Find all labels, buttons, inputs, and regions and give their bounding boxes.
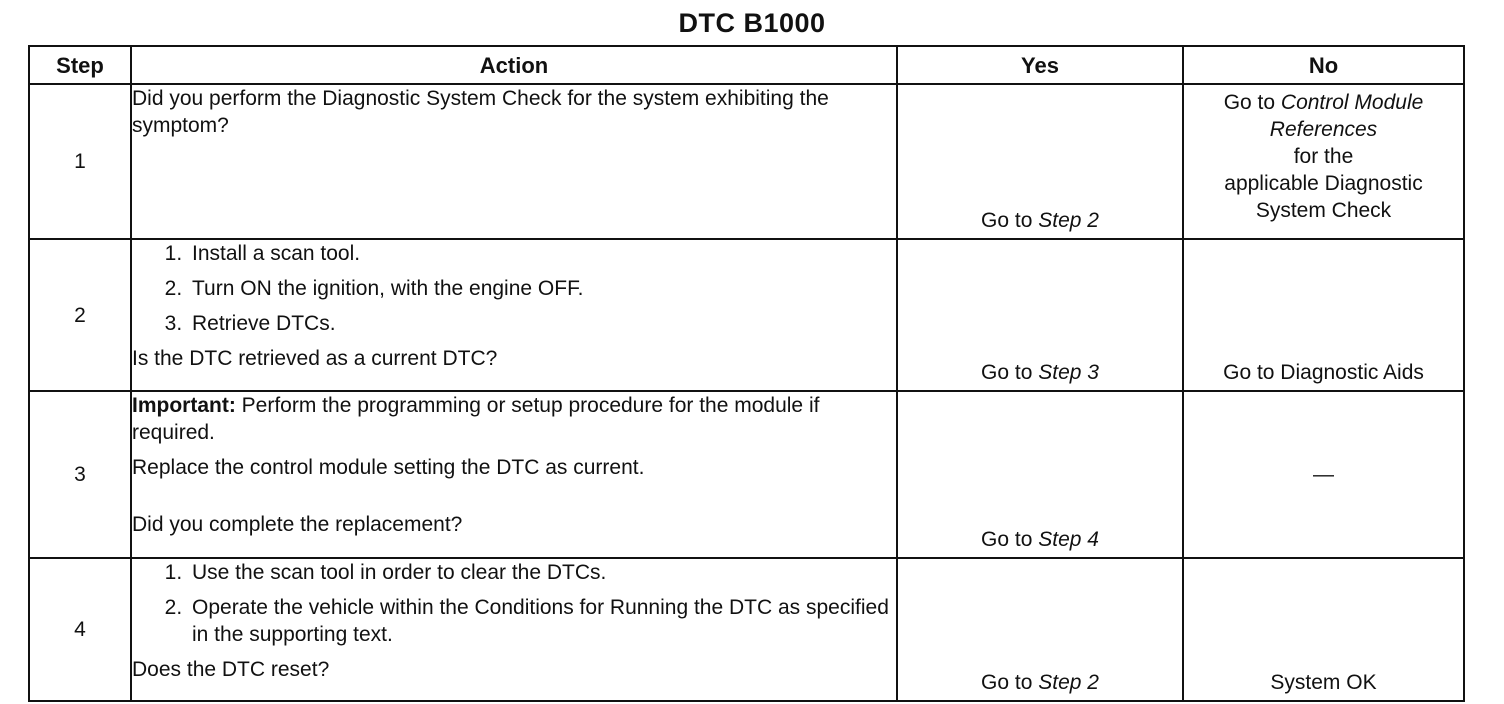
- step-number: 2: [29, 239, 131, 391]
- action-steps-list: [132, 240, 896, 337]
- table-row: [29, 84, 1464, 239]
- table-row: [29, 239, 1464, 391]
- action-step-item: 2. Operate the vehicle within the Conditions for Running the DTC as specified in the supporting text.: [188, 594, 896, 648]
- yes-cell: [897, 239, 1183, 391]
- table-header-row: [29, 46, 1464, 84]
- yes-step-link[interactable]: Step 3: [1038, 361, 1099, 384]
- action-cell: [131, 391, 897, 558]
- no-prefix: Go to: [1223, 91, 1276, 114]
- action-instruction: Replace the control module setting the DTC as current.: [132, 456, 645, 479]
- yes-step-link[interactable]: Step 2: [1038, 671, 1099, 694]
- action-cell: [131, 84, 897, 239]
- action-question: Does the DTC reset?: [132, 658, 330, 681]
- yes-step-link[interactable]: Step 2: [1038, 209, 1099, 232]
- no-text-line: System Check: [1255, 199, 1392, 222]
- yes-prefix: Go to: [981, 671, 1033, 694]
- action-step-item: 1. Use the scan tool in order to clear the DTCs.: [188, 559, 896, 586]
- yes-prefix: Go to: [981, 209, 1033, 232]
- action-cell: [131, 558, 897, 701]
- no-cell: [1183, 84, 1464, 239]
- yes-cell: [897, 391, 1183, 558]
- important-text: Perform the programming or setup procedure for the module if required.: [132, 394, 820, 444]
- action-step-item: 3. Retrieve DTCs.: [188, 310, 896, 337]
- yes-cell: [897, 84, 1183, 239]
- action-steps-list: [132, 559, 896, 648]
- action-question: Did you complete the replacement?: [132, 513, 463, 536]
- action-step-item: 1. Install a scan tool.: [188, 240, 896, 267]
- step-number: 3: [29, 391, 131, 558]
- yes-step-link[interactable]: Step 4: [1038, 528, 1099, 551]
- yes-prefix: Go to: [981, 528, 1033, 551]
- no-text-line: for the: [1293, 145, 1354, 168]
- header-no: No: [1183, 46, 1464, 84]
- no-system-ok: System OK: [1270, 671, 1377, 694]
- no-reference-link-cont[interactable]: References: [1269, 118, 1378, 141]
- page-title: DTC B1000: [678, 8, 826, 38]
- table-row: [29, 391, 1464, 558]
- no-diagnostic-aids-link[interactable]: Go to Diagnostic Aids: [1223, 361, 1424, 384]
- no-cell: [1183, 391, 1464, 558]
- no-reference-link[interactable]: Control Module: [1280, 91, 1424, 114]
- no-text-line: applicable Diagnostic: [1224, 172, 1423, 195]
- no-dash: —: [1313, 463, 1334, 486]
- diagnostic-table: [28, 45, 1465, 702]
- yes-cell: [897, 558, 1183, 701]
- important-label: Important:: [132, 394, 236, 417]
- no-cell: [1183, 239, 1464, 391]
- header-action: Action: [131, 46, 897, 84]
- no-cell: [1183, 558, 1464, 701]
- header-yes: Yes: [897, 46, 1183, 84]
- header-step: Step: [29, 46, 131, 84]
- action-question: Is the DTC retrieved as a current DTC?: [132, 347, 498, 370]
- important-note: [132, 392, 896, 446]
- table-row: [29, 558, 1464, 701]
- action-cell: [131, 239, 897, 391]
- action-step-item: 2. Turn ON the ignition, with the engine OFF.: [188, 275, 896, 302]
- action-question: Did you perform the Diagnostic System Check for the system exhibiting the symptom?: [132, 87, 829, 137]
- step-number: 1: [29, 84, 131, 239]
- yes-prefix: Go to: [981, 361, 1033, 384]
- step-number: 4: [29, 558, 131, 701]
